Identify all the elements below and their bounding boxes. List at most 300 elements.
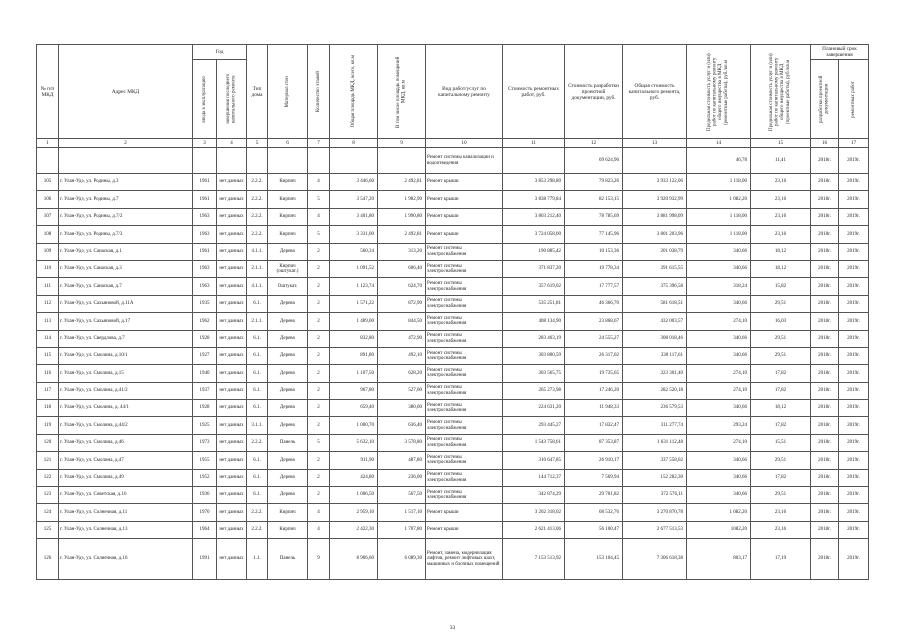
column-number: 15: [751, 139, 811, 148]
cell-work: Ремонт системы электроснабжения: [426, 278, 503, 295]
cell-address: г. Улан-Удэ, ул. Смолина, д.10/1: [59, 347, 193, 364]
cell: [623, 148, 687, 174]
cell-address: г. Улан-Удэ, ул. Солнечная, д.11: [59, 504, 193, 521]
cell-area-total: 1 123,74: [330, 278, 378, 295]
cell-area-total: 3 331,00: [330, 226, 378, 243]
cell-year: 1961: [193, 243, 217, 260]
cell-deadline-repair: 2019г.: [839, 417, 869, 434]
cell-total-cost: 581 618,51: [623, 295, 687, 312]
column-number: 14: [687, 139, 751, 148]
cell-address: г. Улан-Удэ, ул. Родины, д.7/2: [59, 208, 193, 225]
cell-deadline-design: 2018г.: [811, 487, 839, 504]
cell-area-total: 1 107,50: [330, 365, 378, 382]
table-row: [37, 243, 869, 260]
cell-repair-year: нет данных: [217, 452, 247, 469]
cell-area-total: 3 446,60: [330, 174, 378, 191]
cell-design-cost: 26 317,02: [565, 347, 623, 364]
cell-limit-repair: 46,78: [687, 148, 751, 174]
cell-deadline-repair: 2019г.: [839, 469, 869, 486]
cell-work: Ремонт системы электроснабжения: [426, 417, 503, 434]
cell-deadline-design: 2018г.: [811, 417, 839, 434]
column-number: 7: [308, 139, 330, 148]
cell-floors: 2: [308, 487, 330, 504]
cell-limit-total: 29,51: [751, 295, 811, 312]
cell-total-cost: 432 003,57: [623, 313, 687, 330]
cell-limit-repair: 293,24: [687, 417, 751, 434]
cell-deadline-design: 2018г.: [811, 365, 839, 382]
cell-repair-cost: 224 631,20: [503, 400, 565, 417]
cell-floors: 2: [308, 365, 330, 382]
cell-material: Кирпич: [268, 226, 308, 243]
cell-limit-total: 23,16: [751, 521, 811, 538]
cell-repair-year: нет данных: [217, 278, 247, 295]
cell-area-res: 313,20: [378, 243, 426, 260]
cell-limit-repair: 1 118,00: [687, 208, 751, 225]
cell-floors: 5: [308, 191, 330, 208]
capital-repair-table: [36, 44, 869, 580]
header-total-area: Общая площадь МКД, всего, кв.м: [330, 45, 378, 139]
cell-year: 1928: [193, 330, 217, 347]
cell-deadline-design: 2018г.: [811, 260, 839, 277]
cell-total-cost: 3 881 998,09: [623, 208, 687, 225]
cell-repair-year: нет данных: [217, 260, 247, 277]
cell-num: 122: [37, 469, 59, 486]
cell-material: Кирпич (оштукат.): [268, 260, 308, 277]
cell-type: 6.1.: [247, 469, 268, 486]
cell-type: 6.1.: [247, 452, 268, 469]
table-header: [37, 45, 869, 148]
cell-repair-cost: 1 543 758,61: [503, 434, 565, 451]
column-number-row: [37, 139, 869, 148]
cell-address: г. Улан-Удэ, ул. Солнечная, д.16: [59, 539, 193, 580]
cell-num: 119: [37, 417, 59, 434]
cell-num: 108: [37, 226, 59, 243]
cell-limit-repair: 340,66: [687, 260, 751, 277]
cell-repair-cost: 283 463,19: [503, 330, 565, 347]
cell-type: 6.1.: [247, 365, 268, 382]
cell: [268, 148, 308, 174]
cell-address: г. Улан-Удэ, ул. Смолина, д.15: [59, 365, 193, 382]
page-number: 33: [449, 625, 456, 631]
cell-area-res: 527,00: [378, 382, 426, 399]
cell-area-total: 1 000,70: [330, 417, 378, 434]
column-number: 17: [839, 139, 869, 148]
cell-work: Ремонт системы электроснабжения: [426, 382, 503, 399]
cell-area-res: 6 089,30: [378, 539, 426, 580]
table-row: [37, 313, 869, 330]
cell-type: 2.2.2.: [247, 208, 268, 225]
cell-address: г. Улан-Удэ, ул. Родины, д.3: [59, 174, 193, 191]
cell-design-cost: 17 832,47: [565, 417, 623, 434]
header-deadline-group: Плановый срок завершения: [811, 45, 869, 60]
cell: [37, 148, 59, 174]
cell-area-total: 2 959,10: [330, 504, 378, 521]
cell-material: Кирпич: [268, 521, 308, 538]
cell-material: Дерево: [268, 487, 308, 504]
cell-num: 123: [37, 487, 59, 504]
cell-area-res: 3 578,80: [378, 434, 426, 451]
cell-deadline-design: 2018г.: [811, 148, 839, 174]
column-number: 1: [37, 139, 59, 148]
cell-year: 1963: [193, 226, 217, 243]
table-row: [37, 434, 869, 451]
cell-deadline-design: 2018г.: [811, 313, 839, 330]
cell-area-res: 624,70: [378, 278, 426, 295]
header-deadline-design: разработки проектной документации: [811, 60, 839, 139]
cell-repair-year: нет данных: [217, 347, 247, 364]
cell-material: Дерево: [268, 365, 308, 382]
column-number: 11: [503, 139, 565, 148]
cell-area-total: 911,90: [330, 452, 378, 469]
cell: [308, 148, 330, 174]
cell-deadline-repair: 2019г.: [839, 347, 869, 364]
cell-num: 120: [37, 434, 59, 451]
cell-total-cost: 236 579,53: [623, 400, 687, 417]
cell-area-res: 567,50: [378, 487, 426, 504]
cell-deadline-design: 2018г.: [811, 174, 839, 191]
cell-year: 1963: [193, 278, 217, 295]
cell-floors: 9: [308, 539, 330, 580]
column-number: 16: [811, 139, 839, 148]
cell-repair-cost: 144 712,37: [503, 469, 565, 486]
header-total-cost: Общая стоимость капитального ремонта, руб.: [623, 45, 687, 139]
cell-work: Ремонт системы электроснабжения: [426, 487, 503, 504]
cell-address: г. Улан-Удэ, ул. Сахьяновой, д.17: [59, 313, 193, 330]
cell-area-total: 8 906,60: [330, 539, 378, 580]
cell-limit-total: 18,12: [751, 400, 811, 417]
cell-deadline-repair: 2019г.: [839, 330, 869, 347]
cell-area-res: 636,40: [378, 417, 426, 434]
table-body: [37, 148, 869, 580]
cell-total-cost: 3 920 932,99: [623, 191, 687, 208]
cell-repair-year: нет данных: [217, 208, 247, 225]
cell: [59, 148, 193, 174]
cell-design-cost: 56 100,47: [565, 521, 623, 538]
cell-work: Ремонт системы электроснабжения: [426, 365, 503, 382]
cell-num: 111: [37, 278, 59, 295]
cell-design-cost: 19 735,65: [565, 365, 623, 382]
header-limit-total: Предельная стоимость услуг и (или) работ по капитальному ремонту общего имущества в МКД (проектные работы), руб./кв.м: [751, 45, 811, 139]
cell-num: 124: [37, 504, 59, 521]
cell-deadline-design: 2018г.: [811, 504, 839, 521]
cell-num: 113: [37, 313, 59, 330]
cell-design-cost: 29 701,82: [565, 487, 623, 504]
cell-repair-year: нет данных: [217, 226, 247, 243]
cell-repair-year: нет данных: [217, 174, 247, 191]
cell-deadline-design: 2018г.: [811, 191, 839, 208]
header-work-type: Вид работ/услуг по капитальному ремонту: [426, 45, 503, 139]
cell-deadline-repair: 2019г.: [839, 208, 869, 225]
cell-material: Кирпич: [268, 174, 308, 191]
cell-floors: 2: [308, 417, 330, 434]
table-row: [37, 487, 869, 504]
cell-limit-repair: 340,66: [687, 469, 751, 486]
table-row: [37, 539, 869, 580]
table-row: [37, 295, 869, 312]
cell-material: Оштукат.: [268, 278, 308, 295]
cell-repair-cost: 2 621 413,06: [503, 521, 565, 538]
cell-design-cost: 68 532,76: [565, 504, 623, 521]
cell-address: г. Улан-Удэ, ул. Родины, д.7: [59, 191, 193, 208]
cell-num: 125: [37, 521, 59, 538]
cell-area-res: 2 492,81: [378, 226, 426, 243]
cell-limit-repair: 340,66: [687, 452, 751, 469]
cell-num: 117: [37, 382, 59, 399]
cell-total-cost: 337 558,02: [623, 452, 687, 469]
column-number: 2: [59, 139, 193, 148]
cell-type: 6.1.: [247, 330, 268, 347]
cell-area-total: 3 547,20: [330, 191, 378, 208]
cell-num: 114: [37, 330, 59, 347]
cell-type: 4.1.1.: [247, 278, 268, 295]
cell-num: 126: [37, 539, 59, 580]
cell-area-res: 236,00: [378, 469, 426, 486]
cell-design-cost: 77 145,96: [565, 226, 623, 243]
cell-limit-total: 17,82: [751, 382, 811, 399]
cell-limit-repair: 340,66: [687, 295, 751, 312]
cell-type: 6.1.: [247, 382, 268, 399]
cell-limit-repair: 274,10: [687, 313, 751, 330]
cell-repair-year: нет данных: [217, 313, 247, 330]
cell-floors: 4: [308, 174, 330, 191]
cell-repair-year: нет данных: [217, 504, 247, 521]
header-wall-material: Материал стен: [268, 45, 308, 139]
cell-deadline-repair: 2019г.: [839, 174, 869, 191]
table-row: [37, 417, 869, 434]
cell-total-cost: 282 520,18: [623, 382, 687, 399]
cell-work: Ремонт системы электроснабжения: [426, 452, 503, 469]
cell-area-total: 1 571,22: [330, 295, 378, 312]
cell-deadline-design: 2018г.: [811, 539, 839, 580]
cell-floors: 2: [308, 452, 330, 469]
cell-num: 109: [37, 243, 59, 260]
cell-total-cost: 323 301,40: [623, 365, 687, 382]
capital-repair-table-sheet: [36, 44, 868, 580]
cell-limit-repair: 340,66: [687, 243, 751, 260]
cell-limit-total: 23,16: [751, 226, 811, 243]
cell-deadline-design: 2018г.: [811, 434, 839, 451]
cell-total-cost: 201 038,79: [623, 243, 687, 260]
continuation-row: [37, 148, 869, 174]
cell-material: Панель: [268, 434, 308, 451]
column-number: 5: [247, 139, 268, 148]
cell-repair-year: нет данных: [217, 469, 247, 486]
cell-type: 1.1.: [247, 539, 268, 580]
table-row: [37, 365, 869, 382]
cell-deadline-design: 2018г.: [811, 208, 839, 225]
cell-design-cost: 7 569,94: [565, 469, 623, 486]
cell-num: 115: [37, 347, 59, 364]
cell-design-cost: 82 153,15: [565, 191, 623, 208]
cell-material: Дерево: [268, 382, 308, 399]
cell-limit-total: 18,12: [751, 260, 811, 277]
cell-total-cost: 375 396,58: [623, 278, 687, 295]
cell-repair-cost: 342 874,29: [503, 487, 565, 504]
cell-type: 6.1.: [247, 295, 268, 312]
cell-area-total: 659,40: [330, 400, 378, 417]
cell-deadline-repair: 2019г.: [839, 148, 869, 174]
cell-limit-repair: 318,24: [687, 278, 751, 295]
cell-floors: 4: [308, 521, 330, 538]
cell-total-cost: 308 018,46: [623, 330, 687, 347]
table-row: [37, 330, 869, 347]
cell-type: 2.2.2.: [247, 434, 268, 451]
cell-design-cost: 11 948,33: [565, 400, 623, 417]
table-row: [37, 504, 869, 521]
cell-limit-total: 17,19: [751, 539, 811, 580]
cell-deadline-repair: 2019г.: [839, 452, 869, 469]
cell-floors: 2: [308, 313, 330, 330]
cell-work: Ремонт системы канализации и водоотведения: [426, 148, 503, 174]
cell-limit-repair: 274,10: [687, 434, 751, 451]
column-number: 4: [217, 139, 247, 148]
cell-limit-total: 11,41: [751, 148, 811, 174]
cell-year: 1925: [193, 417, 217, 434]
cell-deadline-design: 2018г.: [811, 452, 839, 469]
cell-deadline-repair: 2019г.: [839, 504, 869, 521]
cell-work: Ремонт крыши: [426, 208, 503, 225]
cell-limit-total: 18,12: [751, 243, 811, 260]
cell-limit-total: 23,16: [751, 174, 811, 191]
cell-address: г. Улан-Удэ, ул. Солнечная, д.13: [59, 521, 193, 538]
column-number: 3: [193, 139, 217, 148]
cell-area-res: 472,90: [378, 330, 426, 347]
cell-year: 1970: [193, 504, 217, 521]
cell: [217, 148, 247, 174]
cell-area-res: 844,50: [378, 313, 426, 330]
cell-repair-year: нет данных: [217, 400, 247, 417]
cell-design-cost: 17 777,57: [565, 278, 623, 295]
cell-repair-year: нет данных: [217, 365, 247, 382]
cell-address: г. Улан-Удэ, ул. Родины, д.7/3: [59, 226, 193, 243]
cell: [193, 148, 217, 174]
cell-limit-repair: 274,10: [687, 365, 751, 382]
cell-design-cost: 10 153,36: [565, 243, 623, 260]
header-design-cost: Стоимость разработки проектной документации, руб.: [565, 45, 623, 139]
header-num: № п/п МКД: [37, 45, 59, 139]
header-house-type: Тип дома: [247, 45, 268, 139]
cell-limit-total: 17,82: [751, 365, 811, 382]
cell-deadline-design: 2018г.: [811, 521, 839, 538]
cell-area-res: 606,40: [378, 260, 426, 277]
cell: [247, 148, 268, 174]
cell-design-cost: 79 823,26: [565, 174, 623, 191]
cell-area-total: 3 401,80: [330, 208, 378, 225]
cell-floors: 2: [308, 295, 330, 312]
cell-area-total: 5 632,10: [330, 434, 378, 451]
cell-total-cost: 3 801 203,96: [623, 226, 687, 243]
cell-area-res: 380,00: [378, 400, 426, 417]
cell-type: 2.1.1.: [247, 260, 268, 277]
table-row: [37, 174, 869, 191]
table-row: [37, 208, 869, 225]
cell-total-cost: 311 277,74: [623, 417, 687, 434]
cell-design-cost: 78 785,69: [565, 208, 623, 225]
cell-year: 1973: [193, 434, 217, 451]
cell-address: г. Улан-Удэ, ул. Смолина, д.47: [59, 452, 193, 469]
cell-repair-cost: 190 885,42: [503, 243, 565, 260]
cell-limit-total: 16,03: [751, 313, 811, 330]
table-row: [37, 278, 869, 295]
cell-repair-cost: 408 134,90: [503, 313, 565, 330]
cell-deadline-repair: 2019г.: [839, 191, 869, 208]
cell-repair-cost: 310 647,85: [503, 452, 565, 469]
cell-area-total: 832,80: [330, 330, 378, 347]
cell-total-cost: 2 677 513,53: [623, 521, 687, 538]
cell-limit-repair: 340,66: [687, 487, 751, 504]
cell-repair-cost: 303 800,59: [503, 347, 565, 364]
cell-limit-total: 17,82: [751, 417, 811, 434]
cell-num: 107: [37, 208, 59, 225]
cell-area-total: 560,34: [330, 243, 378, 260]
cell-total-cost: 1 631 112,48: [623, 434, 687, 451]
cell-repair-cost: 3 853 298,80: [503, 174, 565, 191]
cell-deadline-repair: 2019г.: [839, 226, 869, 243]
cell-repair-cost: 3 202 318,02: [503, 504, 565, 521]
cell-year: 1955: [193, 452, 217, 469]
column-number: 13: [623, 139, 687, 148]
cell-area-total: 1 091,52: [330, 260, 378, 277]
cell-repair-year: нет данных: [217, 191, 247, 208]
cell-num: 110: [37, 260, 59, 277]
cell-material: Кирпич: [268, 191, 308, 208]
header-residential-area: В том числе площадь помещений МКД, кв.м: [378, 45, 426, 139]
cell-deadline-design: 2018г.: [811, 295, 839, 312]
cell-floors: 2: [308, 278, 330, 295]
cell-area-res: 2 492,81: [378, 174, 426, 191]
cell-repair-cost: 7 153 513,92: [503, 539, 565, 580]
cell-year: 1927: [193, 347, 217, 364]
cell-repair-year: нет данных: [217, 243, 247, 260]
cell-area-res: 1 982,90: [378, 191, 426, 208]
cell-limit-total: 23,16: [751, 208, 811, 225]
table-row: [37, 191, 869, 208]
cell-floors: 2: [308, 382, 330, 399]
cell-total-cost: 152 282,30: [623, 469, 687, 486]
cell-work: Ремонт системы электроснабжения: [426, 400, 503, 417]
cell-material: Кирпич: [268, 504, 308, 521]
cell-total-cost: 391 615,55: [623, 260, 687, 277]
table-row: [37, 469, 869, 486]
cell-limit-repair: 1 082,20: [687, 504, 751, 521]
cell-work: Ремонт системы электроснабжения: [426, 260, 503, 277]
header-deadline-repair: ремонтных работ: [839, 60, 869, 139]
cell-repair-year: нет данных: [217, 330, 247, 347]
cell-deadline-design: 2018г.: [811, 278, 839, 295]
cell-repair-cost: 293 445,27: [503, 417, 565, 434]
cell-limit-repair: 1 118,00: [687, 174, 751, 191]
cell-repair-year: нет данных: [217, 521, 247, 538]
cell-design-cost: 19 778,34: [565, 260, 623, 277]
cell-limit-total: 15,51: [751, 434, 811, 451]
cell-address: г. Улан-Удэ, ул. Санаская, д.7: [59, 278, 193, 295]
cell-year: 1963: [193, 260, 217, 277]
cell-type: 2.2.2.: [247, 191, 268, 208]
cell-repair-cost: 3 838 779,84: [503, 191, 565, 208]
cell-area-res: 872,90: [378, 295, 426, 312]
cell-total-cost: 3 270 870,78: [623, 504, 687, 521]
cell-area-res: 628,20: [378, 365, 426, 382]
cell-deadline-design: 2018г.: [811, 382, 839, 399]
cell-num: 112: [37, 295, 59, 312]
table-row: [37, 521, 869, 538]
cell-type: 3.1.1.: [247, 417, 268, 434]
cell-material: Дерево: [268, 243, 308, 260]
cell-material: Дерево: [268, 313, 308, 330]
cell-area-res: 492,10: [378, 347, 426, 364]
cell-floors: 2: [308, 243, 330, 260]
header-year-commission: ввода в эксплуатацию: [193, 60, 217, 139]
